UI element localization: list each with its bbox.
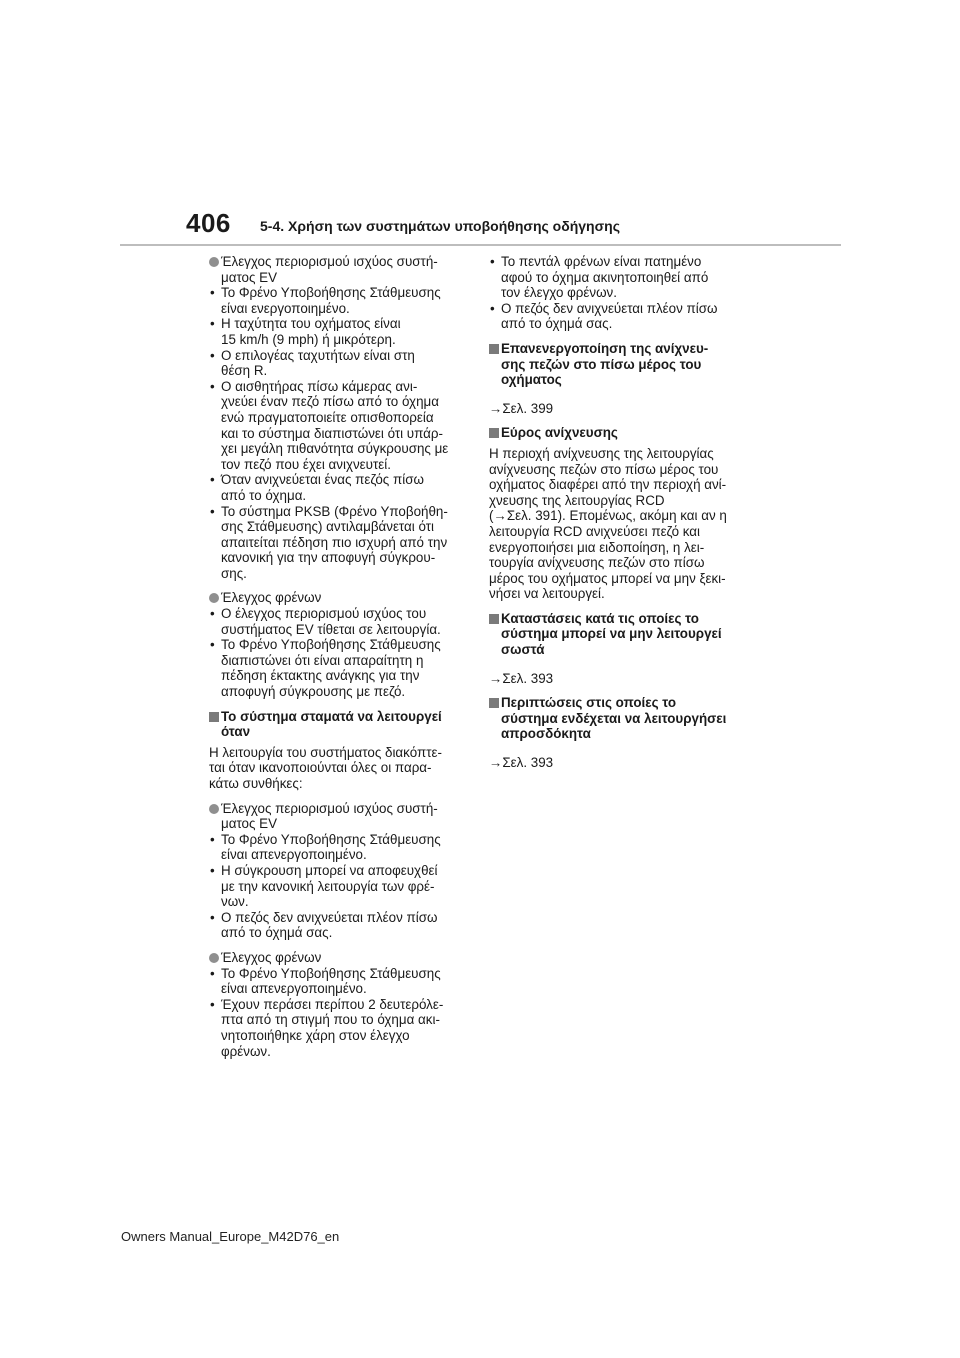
continued-conditions-block <box>489 254 751 332</box>
header-divider <box>120 244 841 246</box>
circle-bullet-icon <box>209 804 219 814</box>
block-heading-text: Έλεγχος φρένων <box>221 590 322 606</box>
list-item: • Ο επιλογέας ταχυτήτων είναι στη θέση R. <box>209 348 471 379</box>
square-bullet-icon <box>209 712 219 722</box>
list-item: • Όταν ανιχνεύεται ένας πεζός πίσω από το όχημα. <box>209 472 471 503</box>
block-heading <box>209 590 471 606</box>
circle-bullet-icon <box>209 953 219 963</box>
page-reference-link[interactable]: →Σελ. 393 <box>489 670 554 686</box>
block-heading-text: Έλεγχος περιορισμού ισχύος συστή- ματος EV <box>221 800 438 832</box>
section-heading <box>489 695 751 742</box>
list-item: • Έχουν περάσει περίπου 2 δευτερόλε- πτα από τη στιγμή που το όχημα ακι- νητοποιήθηκε χάρη στον έλεγχο φρένων. <box>209 997 471 1059</box>
right-column <box>489 254 751 780</box>
page-reference-link[interactable]: →Σελ. 399 <box>489 400 554 416</box>
section-paragraph: Η λειτουργία του συστήματος διακόπτε- ται όταν ικανοποιούνται όλες οι παρα- κάτω συνθήκες: <box>209 744 442 791</box>
list-item: • Το Φρένο Υποβοήθησης Στάθμευσης είναι ενεργοποιημένο. <box>209 285 471 316</box>
detection-range-section <box>489 425 751 602</box>
list-item: • Η σύγκρουση μπορεί να αποφευχθεί με την κανονική λειτουργία των φρέ- νων. <box>209 863 471 910</box>
section-heading-text: Περιπτώσεις στις οποίες το σύστημα ενδέχεται να λειτουργήσει απροσδόκητα <box>501 695 727 742</box>
section-heading-text: Καταστάσεις κατά τις οποίες το σύστημα μπορεί να μην λειτουργεί σωστά <box>501 610 722 658</box>
square-bullet-icon <box>489 428 499 438</box>
footer-text: Owners Manual_Europe_M42D76_en <box>121 1229 340 1244</box>
bullet-list <box>209 832 471 941</box>
page-number: 406 <box>186 208 231 238</box>
list-item: • Το Φρένο Υποβοήθησης Στάθμευσης είναι απενεργοποιημένο. <box>209 832 471 863</box>
block-heading <box>209 801 471 832</box>
section-paragraph: Η περιοχή ανίχνευσης της λειτουργίας ανίχνευσης πεζών στο πίσω μέρος του οχήματος διαφέρει από την περιοχή ανί- χνευσης της λειτουργίας RCD (→Σελ. 391). Επομένως, ακόμη και αν η λειτουργία RCD ανιχνεύσει πεζό και ενεργοποιήσει μια ειδοποίηση, η λει- τουργία ανίχνευσης πεζών στο πίσω μέρος του οχήματος μπορεί να μην ξεκι- νήσει να λειτουργεί. <box>489 445 727 602</box>
list-item: • Το Φρένο Υποβοήθησης Στάθμευσης είναι απενεργοποιημένο. <box>209 966 471 997</box>
bullet-list <box>489 254 751 332</box>
block-heading <box>209 254 471 285</box>
bullet-list <box>209 285 471 581</box>
block-heading <box>209 950 471 966</box>
list-item: • Το σύστημα PKSB (Φρένο Υποβοήθη- σης Στάθμευσης) αντιλαμβάνεται ότι απαιτείται πέδηση πιο ισχυρή από την κανονική για την αποφυγή σύγκρου- σης. <box>209 504 471 582</box>
reactivation-section <box>489 341 751 416</box>
brake-control-block <box>209 590 471 699</box>
list-item: • Ο πεζός δεν ανιχνεύεται πλέον πίσω από το όχημά σας. <box>489 301 751 332</box>
power-limit-control-block <box>209 254 471 581</box>
section-heading <box>489 611 751 658</box>
malfunction-conditions-section <box>489 611 751 686</box>
list-item: • Η ταχύτητα του οχήματος είναι 15 km/h (9 mph) ή μικρότερη. <box>209 316 471 347</box>
page-reference-link[interactable]: →Σελ. 393 <box>489 755 554 771</box>
list-item: • Το πεντάλ φρένων είναι πατημένο αφού το όχημα ακινητοποιηθεί από τον έλεγχο φρένων. <box>489 254 751 301</box>
section-heading-text: Εύρος ανίχνευσης <box>501 425 618 441</box>
bullet-list <box>209 606 471 700</box>
circle-bullet-icon <box>209 593 219 603</box>
block-heading-text: Έλεγχος περιορισμού ισχύος συστή- ματος EV <box>221 254 438 285</box>
section-heading-text: Επανενεργοποίηση της ανίχνευ- σης πεζών στο πίσω μέρος του οχήματος <box>501 340 709 388</box>
square-bullet-icon <box>489 698 499 708</box>
chapter-title: 5-4. Χρήση των συστημάτων υποβοήθησης οδήγησης <box>260 218 621 234</box>
left-column <box>209 254 471 1068</box>
square-bullet-icon <box>489 614 499 624</box>
section-heading <box>489 341 751 388</box>
section-heading <box>209 709 471 740</box>
list-item: • Το Φρένο Υποβοήθησης Στάθμευσης διαπιστώνει ότι είναι απαραίτητη η πέδηση έκτακτης ανάγκης για την αποφυγή σύγκρουσης με πεζό. <box>209 637 471 699</box>
circle-bullet-icon <box>209 257 219 267</box>
square-bullet-icon <box>489 344 499 354</box>
section-heading <box>489 425 751 441</box>
block-heading-text: Έλεγχος φρένων <box>221 949 322 965</box>
list-item: • Ο αισθητήρας πίσω κάμερας ανι- χνεύει έναν πεζό πίσω από το όχημα ενώ πραγματοποιείτε οπισθοπορεία και το σύστημα διαπιστώνει ότι υπάρ- χει μεγάλη πιθανότητα σύγκρουσης με τον πεζό που έχει ανιχνευτεί. <box>209 379 471 473</box>
section-heading-text: Το σύστημα σταματά να λειτουργεί όταν <box>221 708 442 740</box>
list-item: • Ο πεζός δεν ανιχνεύεται πλέον πίσω από το όχημά σας. <box>209 910 471 941</box>
bullet-list <box>209 966 471 1060</box>
list-item: • Ο έλεγχος περιορισμού ισχύος του συστήματος EV τίθεται σε λειτουργία. <box>209 606 471 637</box>
system-stops-section <box>209 709 471 792</box>
unexpected-operation-section <box>489 695 751 770</box>
brake-control-stop-block <box>209 950 471 1059</box>
power-limit-control-stop-block <box>209 801 471 941</box>
